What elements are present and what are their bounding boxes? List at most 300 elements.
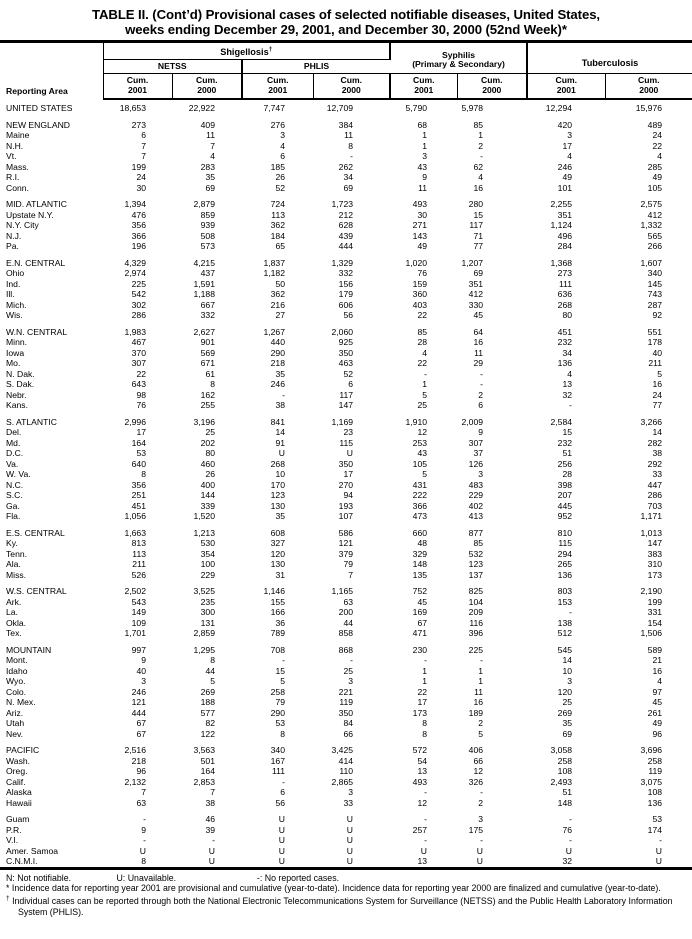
value-cell: 3 <box>422 151 428 162</box>
reporting-area-cell: Ohio <box>6 268 25 279</box>
value-cell: 135 <box>412 569 428 580</box>
value-cell: 136 <box>557 358 573 369</box>
value-cell: 116 <box>469 617 484 628</box>
value-cell: 26 <box>275 172 285 183</box>
value-cell: 4 <box>478 172 484 183</box>
value-cell: 221 <box>338 686 354 697</box>
value-cell: 1,701 <box>124 628 146 639</box>
value-cell: U <box>278 824 285 835</box>
value-cell: - <box>569 607 573 618</box>
value-cell: 813 <box>131 538 146 549</box>
value-cell: 300 <box>200 607 215 618</box>
reporting-area-cell: Hawaii <box>6 797 32 808</box>
value-cell: 3 <box>141 676 146 687</box>
value-cell: 22 <box>417 310 428 321</box>
value-cell: 147 <box>647 538 663 549</box>
reporting-area-cell: UNITED STATES <box>6 102 73 113</box>
value-cell: 49 <box>652 172 663 183</box>
value-cell: 284 <box>557 241 573 252</box>
cum-year-header: Cum. 2001 <box>242 74 313 100</box>
value-cell: U <box>346 835 354 846</box>
value-cell: 7,747 <box>263 103 285 114</box>
value-cell: - <box>282 655 285 666</box>
value-cell: 6 <box>141 130 146 141</box>
value-cell: 8 <box>210 655 215 666</box>
legend-line <box>6 873 688 884</box>
table-row <box>0 655 692 666</box>
value-cell: 3 <box>348 676 354 687</box>
table-row <box>0 379 692 390</box>
value-cell: 302 <box>131 299 146 310</box>
value-cell: 69 <box>343 182 354 193</box>
table-row <box>0 279 692 290</box>
value-cell: 62 <box>473 161 484 172</box>
reporting-area-cell: Ky. <box>6 538 18 549</box>
value-cell: 2,190 <box>640 586 663 597</box>
value-cell: 155 <box>270 596 285 607</box>
value-cell: 3,266 <box>640 416 663 427</box>
value-cell: 445 <box>557 500 573 511</box>
value-cell: 85 <box>473 119 484 130</box>
value-cell: 5 <box>210 676 215 687</box>
value-cell: 153 <box>557 596 573 607</box>
value-cell: 1,295 <box>193 644 215 655</box>
value-cell: 10 <box>275 469 285 480</box>
table-header <box>0 42 692 100</box>
value-cell: 9 <box>141 824 146 835</box>
value-cell: 2,974 <box>124 268 146 279</box>
table-row <box>0 814 692 825</box>
value-cell: 43 <box>417 448 428 459</box>
value-cell: 13 <box>417 766 428 777</box>
table-row <box>0 199 692 210</box>
value-cell: 175 <box>468 824 484 835</box>
value-cell: 4,329 <box>124 257 146 268</box>
value-cell: 383 <box>647 548 663 559</box>
value-cell: 1,332 <box>640 220 663 231</box>
value-cell: 577 <box>200 707 215 718</box>
value-cell: 471 <box>412 628 428 639</box>
value-cell: 7 <box>210 787 215 798</box>
value-cell: 178 <box>647 337 663 348</box>
value-cell: U <box>139 845 146 856</box>
footnote-star-text: Incidence data for reporting year 2001 are provisional and cumulative (year-to-date). Incidence data for reporting year 2000 are finalized and cumulative (year-to-date). <box>11 883 661 894</box>
value-cell: U <box>346 814 354 825</box>
reporting-area-cell: Miss. <box>6 569 27 580</box>
value-cell: 61 <box>205 368 215 379</box>
table-row <box>0 528 692 539</box>
cum-year-header: Cum. 2001 <box>103 74 172 100</box>
table-row <box>0 120 692 131</box>
value-cell: 360 <box>412 289 428 300</box>
value-cell: 164 <box>131 437 146 448</box>
value-cell: 3,196 <box>193 416 215 427</box>
value-cell: - <box>424 814 428 825</box>
value-cell: 350 <box>338 707 354 718</box>
value-cell: - <box>143 814 146 825</box>
shigellosis-group-header <box>103 42 390 60</box>
value-cell: 1,013 <box>640 527 663 538</box>
value-cell: 4 <box>280 140 285 151</box>
value-cell: 294 <box>557 548 573 559</box>
value-cell: 82 <box>205 718 215 729</box>
value-cell: 569 <box>200 347 215 358</box>
value-cell: 473 <box>412 511 428 522</box>
table-row <box>0 268 692 279</box>
value-cell: 3,425 <box>331 745 354 756</box>
value-cell: 444 <box>131 707 146 718</box>
value-cell: 67 <box>136 718 146 729</box>
value-cell: 2 <box>478 797 484 808</box>
value-cell: 38 <box>205 797 215 808</box>
value-cell: 174 <box>647 824 663 835</box>
value-cell: 105 <box>412 458 428 469</box>
reporting-area-cell: Nev. <box>6 728 24 739</box>
value-cell: 184 <box>270 230 285 241</box>
value-cell: 489 <box>647 119 663 130</box>
table-row <box>0 538 692 549</box>
value-cell: 36 <box>275 617 285 628</box>
value-cell: 225 <box>468 644 484 655</box>
reporting-area-cell: Minn. <box>6 337 28 348</box>
value-cell: 137 <box>468 569 484 580</box>
value-cell: 17 <box>562 140 573 151</box>
value-cell: 463 <box>338 358 354 369</box>
value-cell: 25 <box>562 697 573 708</box>
cum-year-header: Cum. 2001 <box>390 74 457 100</box>
value-cell: 431 <box>412 479 428 490</box>
value-cell: U <box>346 448 354 459</box>
value-cell: 110 <box>339 766 354 777</box>
value-cell: 15 <box>275 665 285 676</box>
value-cell: 66 <box>473 755 484 766</box>
table-title <box>0 0 692 37</box>
value-cell: 398 <box>557 479 573 490</box>
reporting-area-cell: N. Dak. <box>6 368 35 379</box>
value-cell: 271 <box>412 220 428 231</box>
value-cell: - <box>480 655 484 666</box>
table-row <box>0 448 692 459</box>
value-cell: 366 <box>131 230 146 241</box>
value-cell: 108 <box>647 787 663 798</box>
value-cell: 1,207 <box>461 257 484 268</box>
value-cell: 136 <box>557 569 573 580</box>
value-cell: 40 <box>652 347 663 358</box>
value-cell: - <box>480 379 484 390</box>
value-cell: 14 <box>562 655 573 666</box>
value-cell: 2,255 <box>550 199 573 210</box>
table-row <box>0 358 692 369</box>
value-cell: 545 <box>557 644 573 655</box>
value-cell: 11 <box>344 130 354 141</box>
value-cell: 32 <box>562 856 573 867</box>
value-cell: 32 <box>562 389 573 400</box>
value-cell: 290 <box>270 347 285 358</box>
value-cell: 307 <box>468 437 484 448</box>
value-cell: 1 <box>422 665 428 676</box>
reporting-area-cell: Iowa <box>6 347 25 358</box>
value-cell: 251 <box>131 490 146 501</box>
value-cell: 414 <box>338 755 354 766</box>
value-cell: 6 <box>478 400 484 411</box>
value-cell: 667 <box>200 299 215 310</box>
value-cell: 76 <box>136 400 146 411</box>
table-row <box>0 570 692 581</box>
value-cell: U <box>278 835 285 846</box>
value-cell: U <box>655 856 663 867</box>
value-cell: 2,502 <box>124 586 146 597</box>
value-cell: 14 <box>275 427 285 438</box>
value-cell: 2,493 <box>550 776 573 787</box>
value-cell: 703 <box>647 500 663 511</box>
value-cell: 25 <box>417 400 428 411</box>
table-row <box>0 99 692 114</box>
table-row <box>0 825 692 836</box>
value-cell: 138 <box>557 617 573 628</box>
value-cell: 2,879 <box>193 199 215 210</box>
value-cell: 396 <box>468 628 484 639</box>
value-cell: 287 <box>647 299 663 310</box>
value-cell: 340 <box>647 268 663 279</box>
table-row <box>0 130 692 141</box>
value-cell: - <box>350 151 354 162</box>
reporting-area-cell: D.C. <box>6 448 24 459</box>
value-cell: 71 <box>473 230 484 241</box>
value-cell: 84 <box>343 718 354 729</box>
value-cell: 169 <box>412 607 428 618</box>
reporting-area-cell: Nebr. <box>6 389 27 400</box>
value-cell: 4 <box>567 151 573 162</box>
value-cell: - <box>424 655 428 666</box>
value-cell: 16 <box>652 379 663 390</box>
value-cell: 724 <box>270 199 285 210</box>
reporting-area-cell: E.S. CENTRAL <box>6 527 65 538</box>
value-cell: 743 <box>647 289 663 300</box>
value-cell: 80 <box>562 310 573 321</box>
value-cell: 28 <box>417 337 428 348</box>
value-cell: 660 <box>412 527 428 538</box>
value-cell: 1 <box>422 140 428 151</box>
value-cell: 5 <box>657 368 663 379</box>
footnote-dagger <box>6 894 688 918</box>
value-cell: 164 <box>200 766 215 777</box>
value-cell: 7 <box>141 140 146 151</box>
value-cell: 50 <box>275 278 285 289</box>
dagger-superscript: † <box>268 46 273 53</box>
value-cell: 2 <box>478 140 484 151</box>
value-cell: 69 <box>473 268 484 279</box>
value-cell: 530 <box>200 538 215 549</box>
value-cell: 43 <box>417 161 428 172</box>
value-cell: 167 <box>270 755 285 766</box>
value-cell: 825 <box>468 586 484 597</box>
value-cell: 49 <box>417 241 428 252</box>
value-cell: 1 <box>422 676 428 687</box>
value-cell: 67 <box>136 728 146 739</box>
value-cell: 29 <box>473 358 484 369</box>
value-cell: 65 <box>275 241 285 252</box>
value-cell: - <box>350 655 354 666</box>
value-cell: 25 <box>343 665 354 676</box>
value-cell: 265 <box>557 559 573 570</box>
value-cell: 1,020 <box>405 257 428 268</box>
value-cell: 9 <box>478 427 484 438</box>
value-cell: 246 <box>557 161 573 172</box>
reporting-area-cell: Ark. <box>6 596 22 607</box>
value-cell: 1,169 <box>331 416 354 427</box>
value-cell: 8 <box>141 469 146 480</box>
value-cell: 1,329 <box>331 257 354 268</box>
value-cell: 14 <box>652 427 663 438</box>
table-row <box>0 300 692 311</box>
header-row-cum <box>0 74 692 100</box>
table-row <box>0 469 692 480</box>
table-row <box>0 756 692 767</box>
value-cell: 34 <box>343 172 354 183</box>
reporting-area-cell: Ala. <box>6 559 21 570</box>
value-cell: 8 <box>280 728 285 739</box>
table-row <box>0 220 692 231</box>
value-cell: U <box>278 845 285 856</box>
value-cell: 113 <box>271 209 285 220</box>
value-cell: 1,910 <box>405 416 428 427</box>
value-cell: 130 <box>270 559 285 570</box>
value-cell: 211 <box>132 559 146 570</box>
value-cell: 8 <box>210 379 215 390</box>
value-cell: 5 <box>478 728 484 739</box>
value-cell: 1,124 <box>550 220 573 231</box>
value-cell: 413 <box>468 511 484 522</box>
value-cell: 97 <box>652 686 663 697</box>
value-cell: 255 <box>200 400 215 411</box>
value-cell: 96 <box>136 766 146 777</box>
value-cell: 496 <box>557 230 573 241</box>
value-cell: 3 <box>478 469 484 480</box>
value-cell: 17 <box>136 427 146 438</box>
value-cell: 38 <box>652 448 663 459</box>
value-cell: 16 <box>473 697 484 708</box>
value-cell: 113 <box>132 548 146 559</box>
value-cell: 196 <box>131 241 146 252</box>
table-row <box>0 607 692 618</box>
phlis-header: PHLIS <box>242 60 390 74</box>
value-cell: 34 <box>562 347 573 358</box>
value-cell: 5 <box>280 676 285 687</box>
value-cell: 362 <box>270 289 285 300</box>
value-cell: 290 <box>270 707 285 718</box>
reporting-area-cell: Mont. <box>6 655 28 666</box>
reporting-area-cell: MID. ATLANTIC <box>6 199 67 210</box>
value-cell: 5 <box>422 389 428 400</box>
reporting-area-header: Reporting Area <box>0 42 103 100</box>
value-cell: 22 <box>417 686 428 697</box>
value-cell: 67 <box>417 617 428 628</box>
reporting-area-cell: Del. <box>6 427 22 438</box>
value-cell: 493 <box>412 199 428 210</box>
value-cell: 2,996 <box>124 416 146 427</box>
reporting-area-cell: Mass. <box>6 161 29 172</box>
value-cell: 109 <box>131 617 146 628</box>
value-cell: 628 <box>338 220 354 231</box>
value-cell: 66 <box>343 728 354 739</box>
value-cell: 1,394 <box>124 199 146 210</box>
value-cell: 207 <box>557 490 573 501</box>
value-cell: 268 <box>270 458 285 469</box>
value-cell: 77 <box>473 241 484 252</box>
value-cell: 24 <box>652 389 663 400</box>
table-row <box>0 697 692 708</box>
value-cell: 640 <box>131 458 146 469</box>
table-row <box>0 289 692 300</box>
value-cell: 608 <box>270 527 285 538</box>
value-cell: 1,267 <box>263 326 285 337</box>
value-cell: 147 <box>338 400 354 411</box>
value-cell: 212 <box>338 209 354 220</box>
value-cell: 1 <box>478 676 484 687</box>
reporting-area-cell: Upstate N.Y. <box>6 209 54 220</box>
table-row <box>0 501 692 512</box>
value-cell: 841 <box>270 416 285 427</box>
value-cell: 12 <box>417 797 428 808</box>
value-cell: 5,978 <box>461 103 484 114</box>
value-cell: - <box>424 368 428 379</box>
value-cell: 3 <box>478 814 484 825</box>
value-cell: 400 <box>200 479 215 490</box>
value-cell: 24 <box>136 172 146 183</box>
value-cell: 30 <box>417 209 428 220</box>
value-cell: 185 <box>270 161 285 172</box>
table-row <box>0 210 692 221</box>
value-cell: 2,516 <box>124 745 146 756</box>
value-cell: 1 <box>478 130 484 141</box>
value-cell: 2,584 <box>550 416 573 427</box>
value-cell: 3 <box>567 676 573 687</box>
reporting-area-cell: Ariz. <box>6 707 24 718</box>
reporting-area-cell: R.I. <box>6 172 20 183</box>
value-cell: 366 <box>412 500 428 511</box>
value-cell: 45 <box>473 310 484 321</box>
value-cell: 188 <box>200 697 215 708</box>
reporting-area-cell: Ill. <box>6 289 15 300</box>
table-title-line1: TABLE II. (Cont’d) Provisional cases of selected notifiable diseases, United States, <box>92 7 600 22</box>
value-cell: 286 <box>131 310 146 321</box>
table-row <box>0 549 692 560</box>
reporting-area-cell: W. Va. <box>6 469 31 480</box>
value-cell: 12,709 <box>326 103 354 114</box>
value-cell: 17 <box>417 697 428 708</box>
value-cell: 403 <box>412 299 428 310</box>
value-cell: 115 <box>558 538 573 549</box>
value-cell: 94 <box>343 490 354 501</box>
value-cell: 8 <box>141 856 146 867</box>
value-cell: 13 <box>562 379 573 390</box>
value-cell: 356 <box>131 220 146 231</box>
value-cell: 1 <box>478 665 484 676</box>
value-cell: 1,188 <box>193 289 215 300</box>
value-cell: 119 <box>339 697 354 708</box>
value-cell: 85 <box>417 326 428 337</box>
value-cell: 131 <box>200 617 215 628</box>
value-cell: 4 <box>657 676 663 687</box>
table-row <box>0 597 692 608</box>
reporting-area-cell: Utah <box>6 718 25 729</box>
value-cell: 868 <box>338 644 354 655</box>
value-cell: 218 <box>131 755 146 766</box>
footnotes <box>0 870 692 918</box>
value-cell: 45 <box>417 596 428 607</box>
table-row <box>0 369 692 380</box>
value-cell: 189 <box>468 707 484 718</box>
